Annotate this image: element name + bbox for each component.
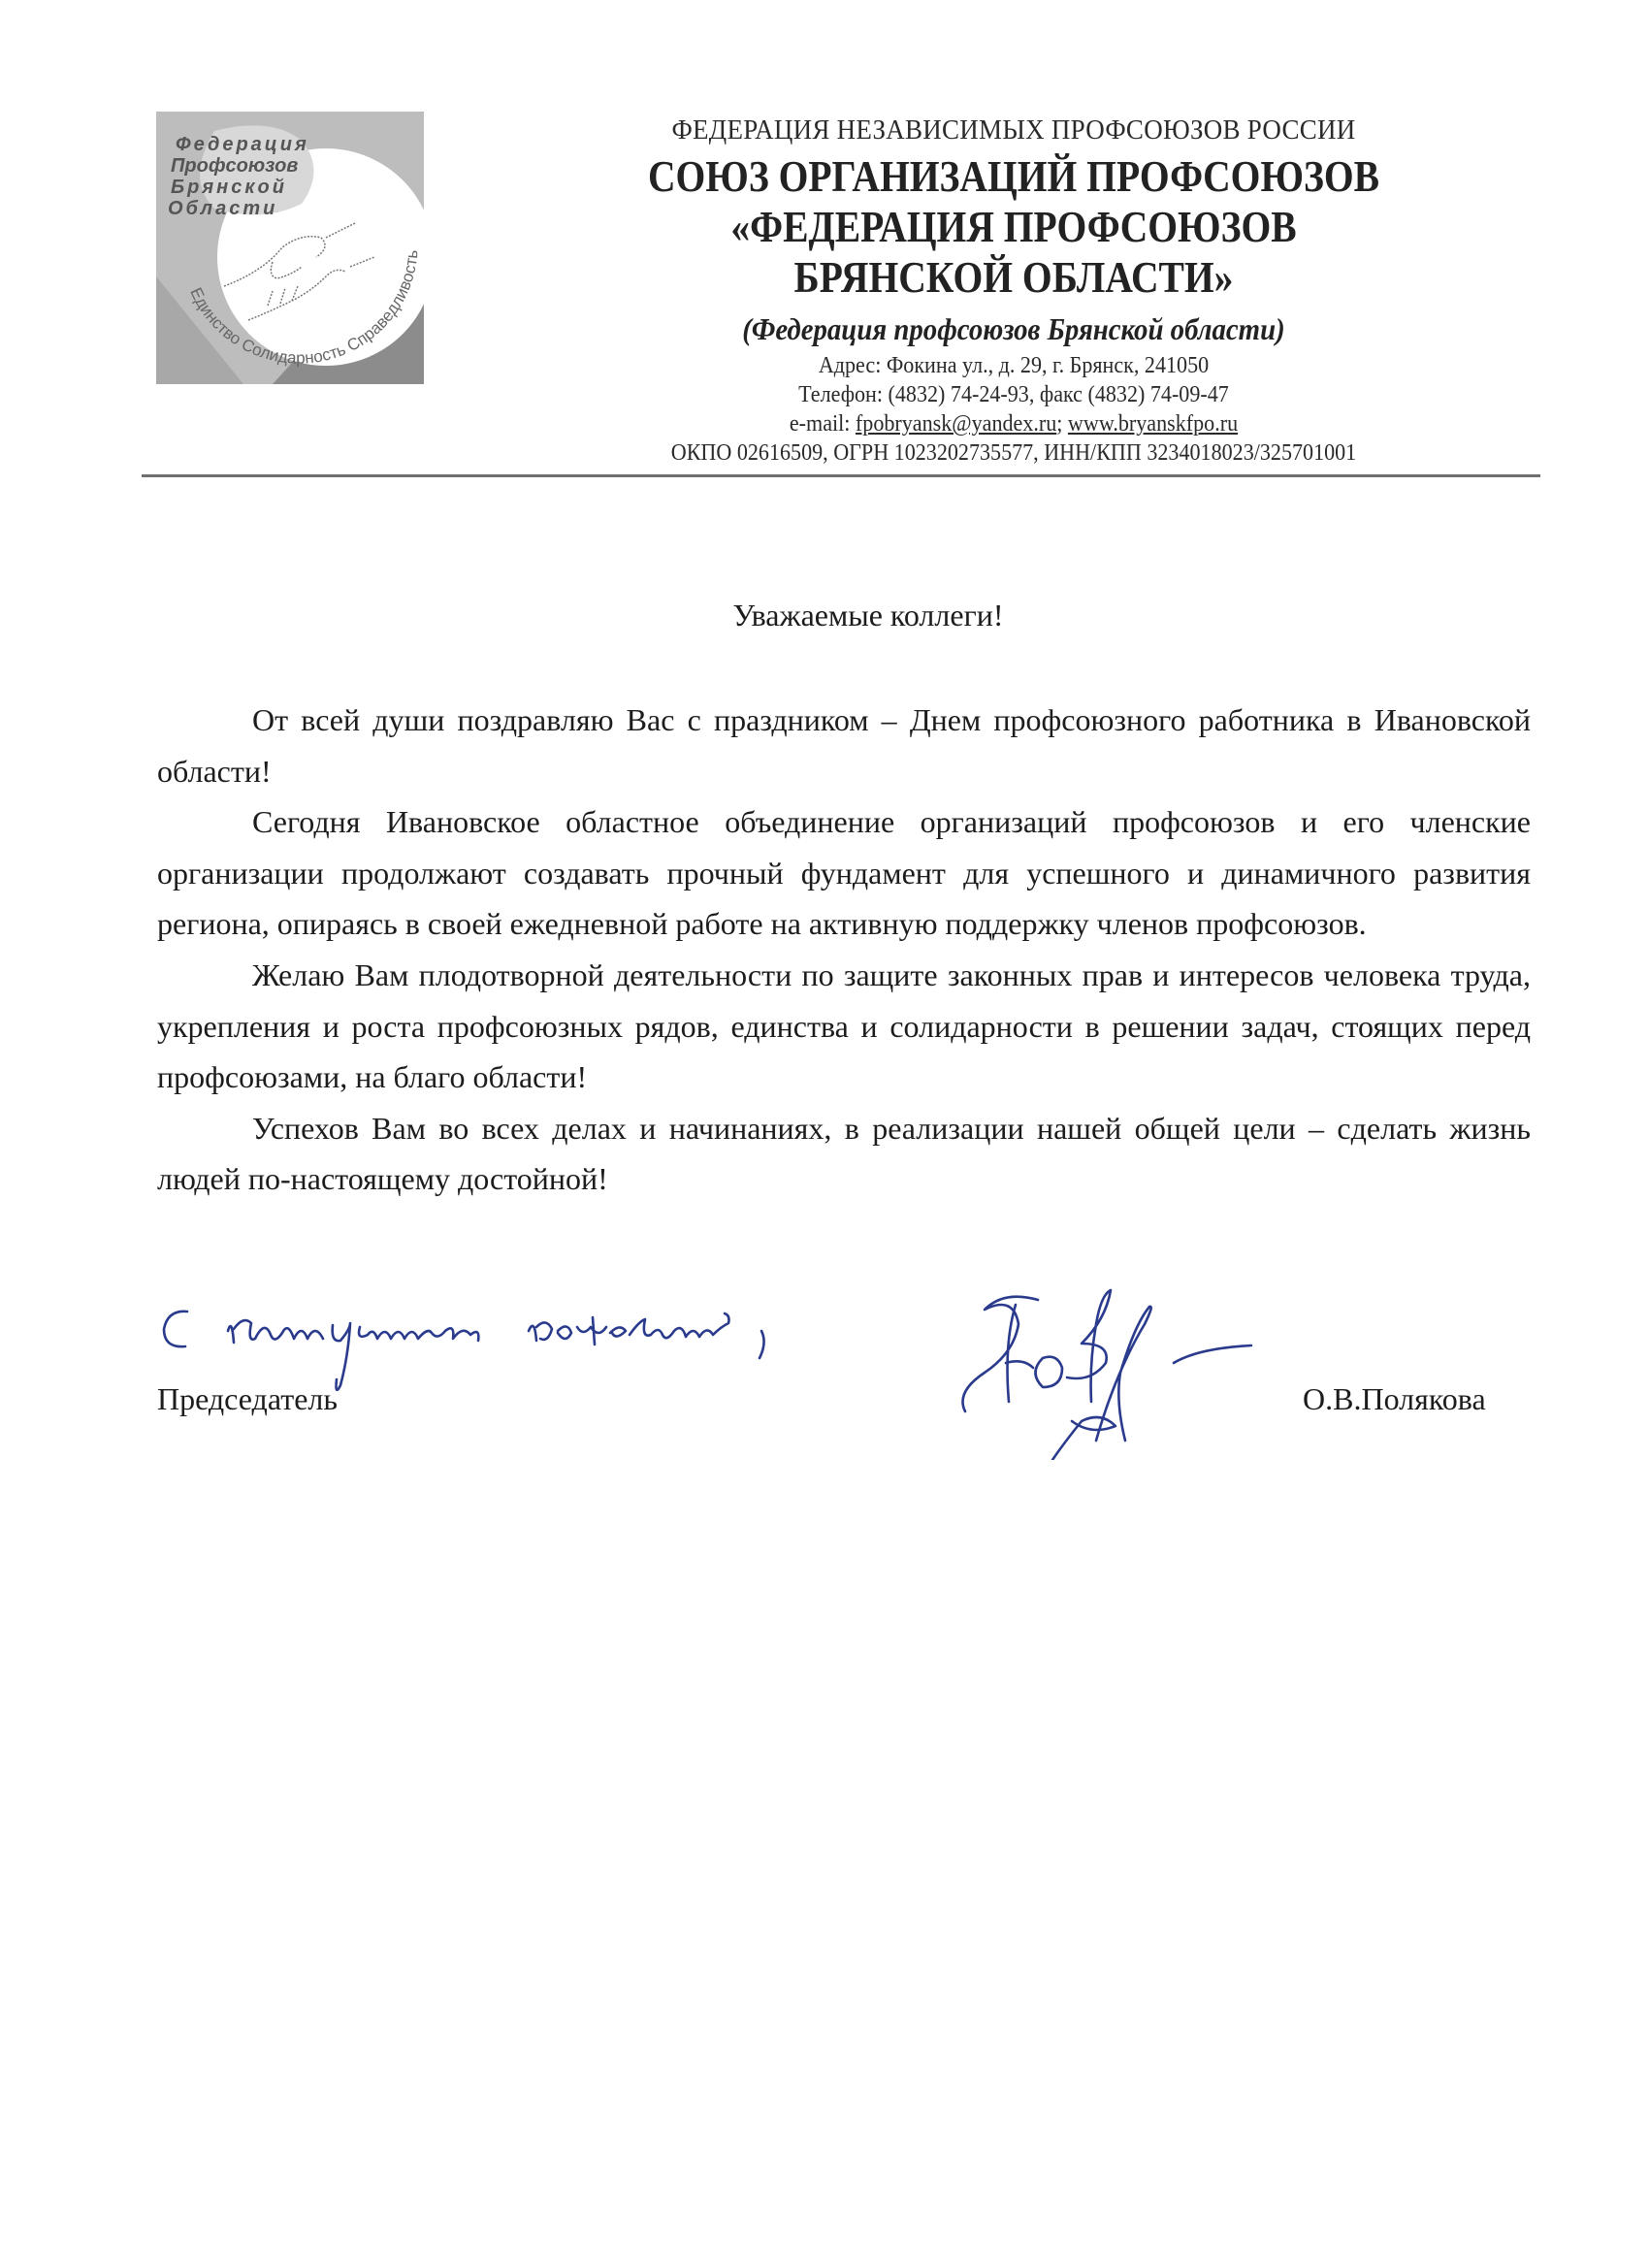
signatory-name: О.В.Полякова xyxy=(1303,1381,1486,1416)
website-link[interactable]: www.bryanskfpo.ru xyxy=(1067,411,1239,437)
parent-organization: ФЕДЕРАЦИЯ НЕЗАВИСИМЫХ ПРОФСОЮЗОВ РОССИИ xyxy=(671,114,1356,146)
organization-logo xyxy=(156,112,424,384)
paragraph: Желаю Вам плодотворной деятельности по защите законных прав и интересов человека труда, укрепления и роста профсоюзных рядов, единства и солидарности в решении задач, стоящих перед профсоюзами, на благо области! xyxy=(157,956,1531,1095)
header-divider xyxy=(142,474,1540,477)
paragraph: Успехов Вам во всех делах и начинаниях, в реализации нашей общей цели – сделать жизнь людей по-настоящему достойной! xyxy=(157,1110,1531,1197)
org-title-line-1: СОЮЗ ОРГАНИЗАЦИЙ ПРОФСОЮЗОВ xyxy=(647,151,1380,201)
logo-motto-3 xyxy=(156,384,157,385)
org-title-line-2: «ФЕДЕРАЦИЯ ПРОФСОЮЗОВ xyxy=(730,202,1297,251)
logo-motto-2 xyxy=(156,384,157,385)
svg-text:Области: Области xyxy=(168,198,278,219)
paragraph: Сегодня Ивановское областное объединение организаций профсоюзов и его членские организации продолжают создавать прочный фундамент для успешного и динамичного развития региона, опираясь в своей ежедневной работе на активную поддержку членов профсоюзов. xyxy=(157,804,1531,942)
svg-text:Единство Солидарность Справе: Единство Солидарность Справедливость xyxy=(186,248,422,368)
email-label: e-mail: xyxy=(789,411,856,437)
letterhead xyxy=(572,109,1455,468)
org-address: Адрес: Фокина ул., д. 29, г. Брянск, 241050 xyxy=(818,353,1210,378)
logo-motto-1 xyxy=(156,384,157,385)
logo-text-4 xyxy=(156,384,157,385)
logo-text-3 xyxy=(156,384,157,385)
org-phone: Телефон: (4832) 74-24-93, факс (4832) 74-09-47 xyxy=(798,382,1229,407)
org-short-name: (Федерация профсоюзов Брянской области) xyxy=(742,311,1285,346)
org-title-line-3: БРЯНСКОЙ ОБЛАСТИ» xyxy=(793,252,1234,302)
logo-text-1 xyxy=(156,384,157,385)
paragraph: От всей души поздравляю Вас с праздником – Днем профсоюзного работника в Ивановской области! xyxy=(157,702,1531,789)
org-requisites: ОКПО 02616509, ОГРН 1023202735577, ИНН/КПП 3234018023/325701001 xyxy=(670,440,1357,466)
signature xyxy=(946,1266,1276,1460)
signatory-position: Председатель xyxy=(157,1381,338,1416)
svg-text:Федерация: Федерация xyxy=(176,134,309,155)
email-link[interactable]: fpobryansk@yandex.ru xyxy=(855,411,1057,437)
svg-text:Профсоюзов: Профсоюзов xyxy=(171,155,299,177)
letter-greeting: Уважаемые коллеги! xyxy=(732,598,1004,632)
org-contacts xyxy=(607,409,1419,438)
contacts-separator: ; xyxy=(1056,411,1068,437)
svg-text:Брянской: Брянской xyxy=(171,177,287,198)
logo-text-2 xyxy=(156,384,157,385)
letter-body xyxy=(157,695,1531,1205)
